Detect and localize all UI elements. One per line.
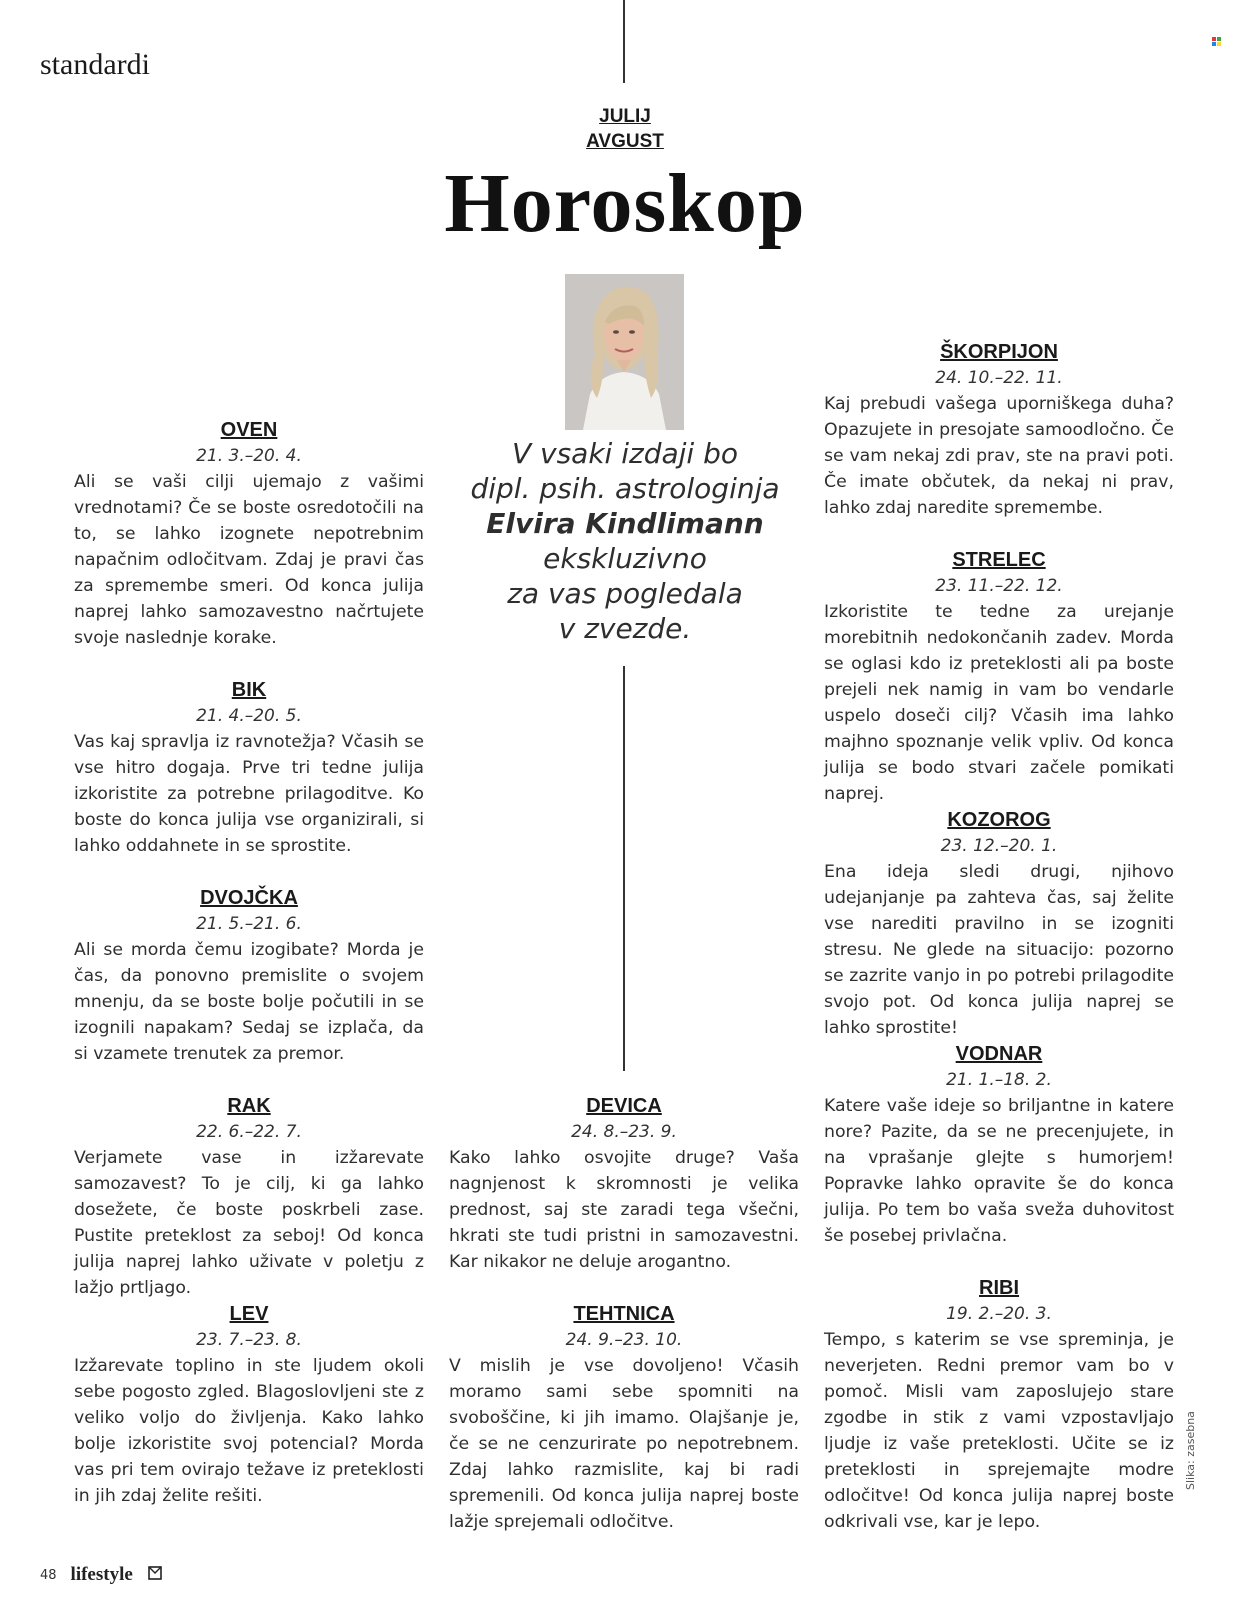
sign-name: RIBI xyxy=(979,1277,1019,1299)
sign-name: LEV xyxy=(229,1303,269,1325)
sign-name: OVEN xyxy=(220,419,278,441)
intro-line-5: v zvezde. xyxy=(558,612,692,645)
sign-text: V mislih je vse dovoljeno! Včasih moramo sami sebe spomniti na svoboščine, ki jih imamo. Olajšanje je, če se ne cenzurirate po nepotrebnem. Zdaj lahko razmislite, kaj bi radi spremenili. Od konca julija naprej boste lažje sprejemali odločitve. xyxy=(449,1356,799,1532)
sign-name: ŠKORPIJON xyxy=(940,341,1058,363)
sign-text: Tempo, s katerim se vse spreminja, je neverjeten. Redni premor vam bo v pomoč. Misli vam zaposlujejo stare zgodbe in stik z vami vzpostavljajo ljudje iz vaše preteklosti. Učite se iz preteklosti in sprejemajte modre odločitve! Od konca julija naprej boste odkrivali vse, kar je lepo. xyxy=(824,1330,1174,1532)
page-footer xyxy=(40,1564,163,1586)
sign-name: STRELEC xyxy=(952,549,1046,571)
sign-skorpijon xyxy=(824,339,1174,521)
sign-rak xyxy=(74,1093,424,1301)
sign-text: Verjamete vase in izžarevate samozavest? To je cilj, ki ga lahko dosežete, če boste poskrbeli zase. Pustite preteklost za seboj! Od konca julija naprej lahko uživate v poletju z lažjo prtljago. xyxy=(74,1148,424,1298)
sign-name: TEHTNICA xyxy=(573,1303,675,1325)
sign-date: 21. 4.–20. 5. xyxy=(196,706,302,726)
page-title: Horoskop xyxy=(444,157,806,250)
sign-date: 22. 6.–22. 7. xyxy=(196,1122,302,1142)
intro-line-3: ekskluzivno xyxy=(543,542,707,575)
sign-kozorog xyxy=(824,807,1174,1041)
sign-date: 24. 9.–23. 10. xyxy=(565,1330,683,1350)
page-number: 48 xyxy=(40,1567,57,1583)
sign-date: 21. 1.–18. 2. xyxy=(946,1070,1052,1090)
sign-tehtnica xyxy=(449,1301,799,1535)
sign-dvojcka xyxy=(74,885,424,1067)
sign-text: Ali se vaši cilji ujemajo z vašimi vrednotami? Če se boste osredotočili na to, se lahko izognete nepotrebnim napačnim odločitvam. Zdaj je pravi čas za spremembe smeri. Od konca julija naprej lahko samozavestno načrtujete svoje naslednje korake. xyxy=(74,472,424,648)
sign-text: Katere vaše ideje so briljantne in katere nore? Pazite, da se ne precenjujete, in na vprašanje glejte s humorjem! Popravke lahko opravite še do konca julija. Po tem bo vaša sveža duhovitost še posebej privlačna. xyxy=(824,1096,1174,1246)
sign-text: Izžarevate toplino in ste ljudem okoli sebe pogosto zgled. Blagoslovljeni ste z veliko voljo do življenja. Kako lahko bolje izkoristite svoj potencial? Morda vas pri tem ovirajo težave iz preteklosti in jih zdaj želite rešiti. xyxy=(74,1356,424,1506)
sign-name: RAK xyxy=(227,1095,271,1117)
photo-credit: Slika: zasebna xyxy=(1184,1411,1197,1490)
sign-date: 23. 11.–22. 12. xyxy=(935,576,1063,596)
intro-line-2: dipl. psih. astrologinja xyxy=(470,472,780,505)
sign-devica xyxy=(449,1093,799,1275)
sign-text: Vas kaj spravlja iz ravnotežja? Včasih se vse hitro dogaja. Prve tri tedne julija izkoristite za potrebne prilagoditve. Ko boste do konca julija vse organizirali, si lahko oddahnete in se sprostite. xyxy=(74,732,424,856)
section-label: standardi xyxy=(40,48,150,81)
intro-text xyxy=(440,436,810,646)
sign-name: VODNAR xyxy=(955,1043,1043,1065)
sign-date: 19. 2.–20. 3. xyxy=(946,1304,1052,1324)
intro-line-1: V vsaki izdaji bo xyxy=(511,437,739,470)
month-2: AVGUST xyxy=(586,131,664,152)
sign-ribi xyxy=(824,1275,1174,1535)
sign-name: KOZOROG xyxy=(947,809,1051,831)
sign-date: 24. 10.–22. 11. xyxy=(935,368,1063,388)
sign-text: Kako lahko osvojite druge? Vaša nagnjenost k skromnosti je velika prednost, saj ste zaradi tega všečni, hkrati ste tudi pristni in samozavestni. Kar nikakor ne deluje arogantno. xyxy=(449,1148,799,1272)
sign-name: DEVICA xyxy=(586,1095,662,1117)
sign-name: DVOJČKA xyxy=(200,887,298,909)
corner-logo-icon xyxy=(1212,32,1222,42)
sign-bik xyxy=(74,677,424,859)
sign-date: 21. 3.–20. 4. xyxy=(196,446,302,466)
brand-logo-icon xyxy=(147,1565,163,1585)
sign-oven xyxy=(74,417,424,651)
sign-date: 23. 7.–23. 8. xyxy=(196,1330,302,1350)
sign-date: 24. 8.–23. 9. xyxy=(571,1122,677,1142)
sign-vodnar xyxy=(824,1041,1174,1249)
divider-middle xyxy=(623,666,625,1071)
sign-text: Ali se morda čemu izogibate? Morda je čas, da ponovno premislite o svojem mnenju, da se boste bolje počutili in se izognili napakam? Sedaj se izplača, da si vzamete trenutek za premor. xyxy=(74,940,424,1064)
sign-text: Kaj prebudi vašega uporniškega duha? Opazujete in presojate samoodločno. Če se vam nekaj zdi prav, ste na pravi poti. Če imate občutek, da nekaj ni prav, lahko zdaj naredite spremembe. xyxy=(824,394,1174,518)
sign-lev xyxy=(74,1301,424,1509)
month-1: JULIJ xyxy=(599,106,651,127)
sign-text: Izkoristite te tedne za urejanje morebitnih nedokončanih zadev. Morda se oglasi kdo iz preteklosti ali pa boste prejeli nek namig in vam bo vendarle uspelo doseči cilj? Včasih ima lahko majhno spoznanje velik vpliv. Od konca julija se bodo stvari začele pomikati naprej. xyxy=(824,602,1174,804)
astrologer-name: Elvira Kindlimann xyxy=(486,507,764,540)
sign-date: 23. 12.–20. 1. xyxy=(940,836,1058,856)
sign-strelec xyxy=(824,547,1174,807)
magazine-brand: lifestyle xyxy=(70,1564,133,1585)
divider-top xyxy=(623,0,625,83)
astrologer-photo xyxy=(565,274,684,430)
intro-line-4: za vas pogledala xyxy=(507,577,743,610)
sign-text: Ena ideja sledi drugi, njihovo udejanjanje pa zahteva čas, saj želite vse narediti pravilno in se izogniti stresu. Ne glede na situacijo: pozorno se zazrite vanjo in po potrebi prilagodite svojo pot. Od konca julija naprej se lahko sprostite! xyxy=(824,862,1174,1038)
sign-name: BIK xyxy=(231,679,267,701)
sign-date: 21. 5.–21. 6. xyxy=(196,914,302,934)
